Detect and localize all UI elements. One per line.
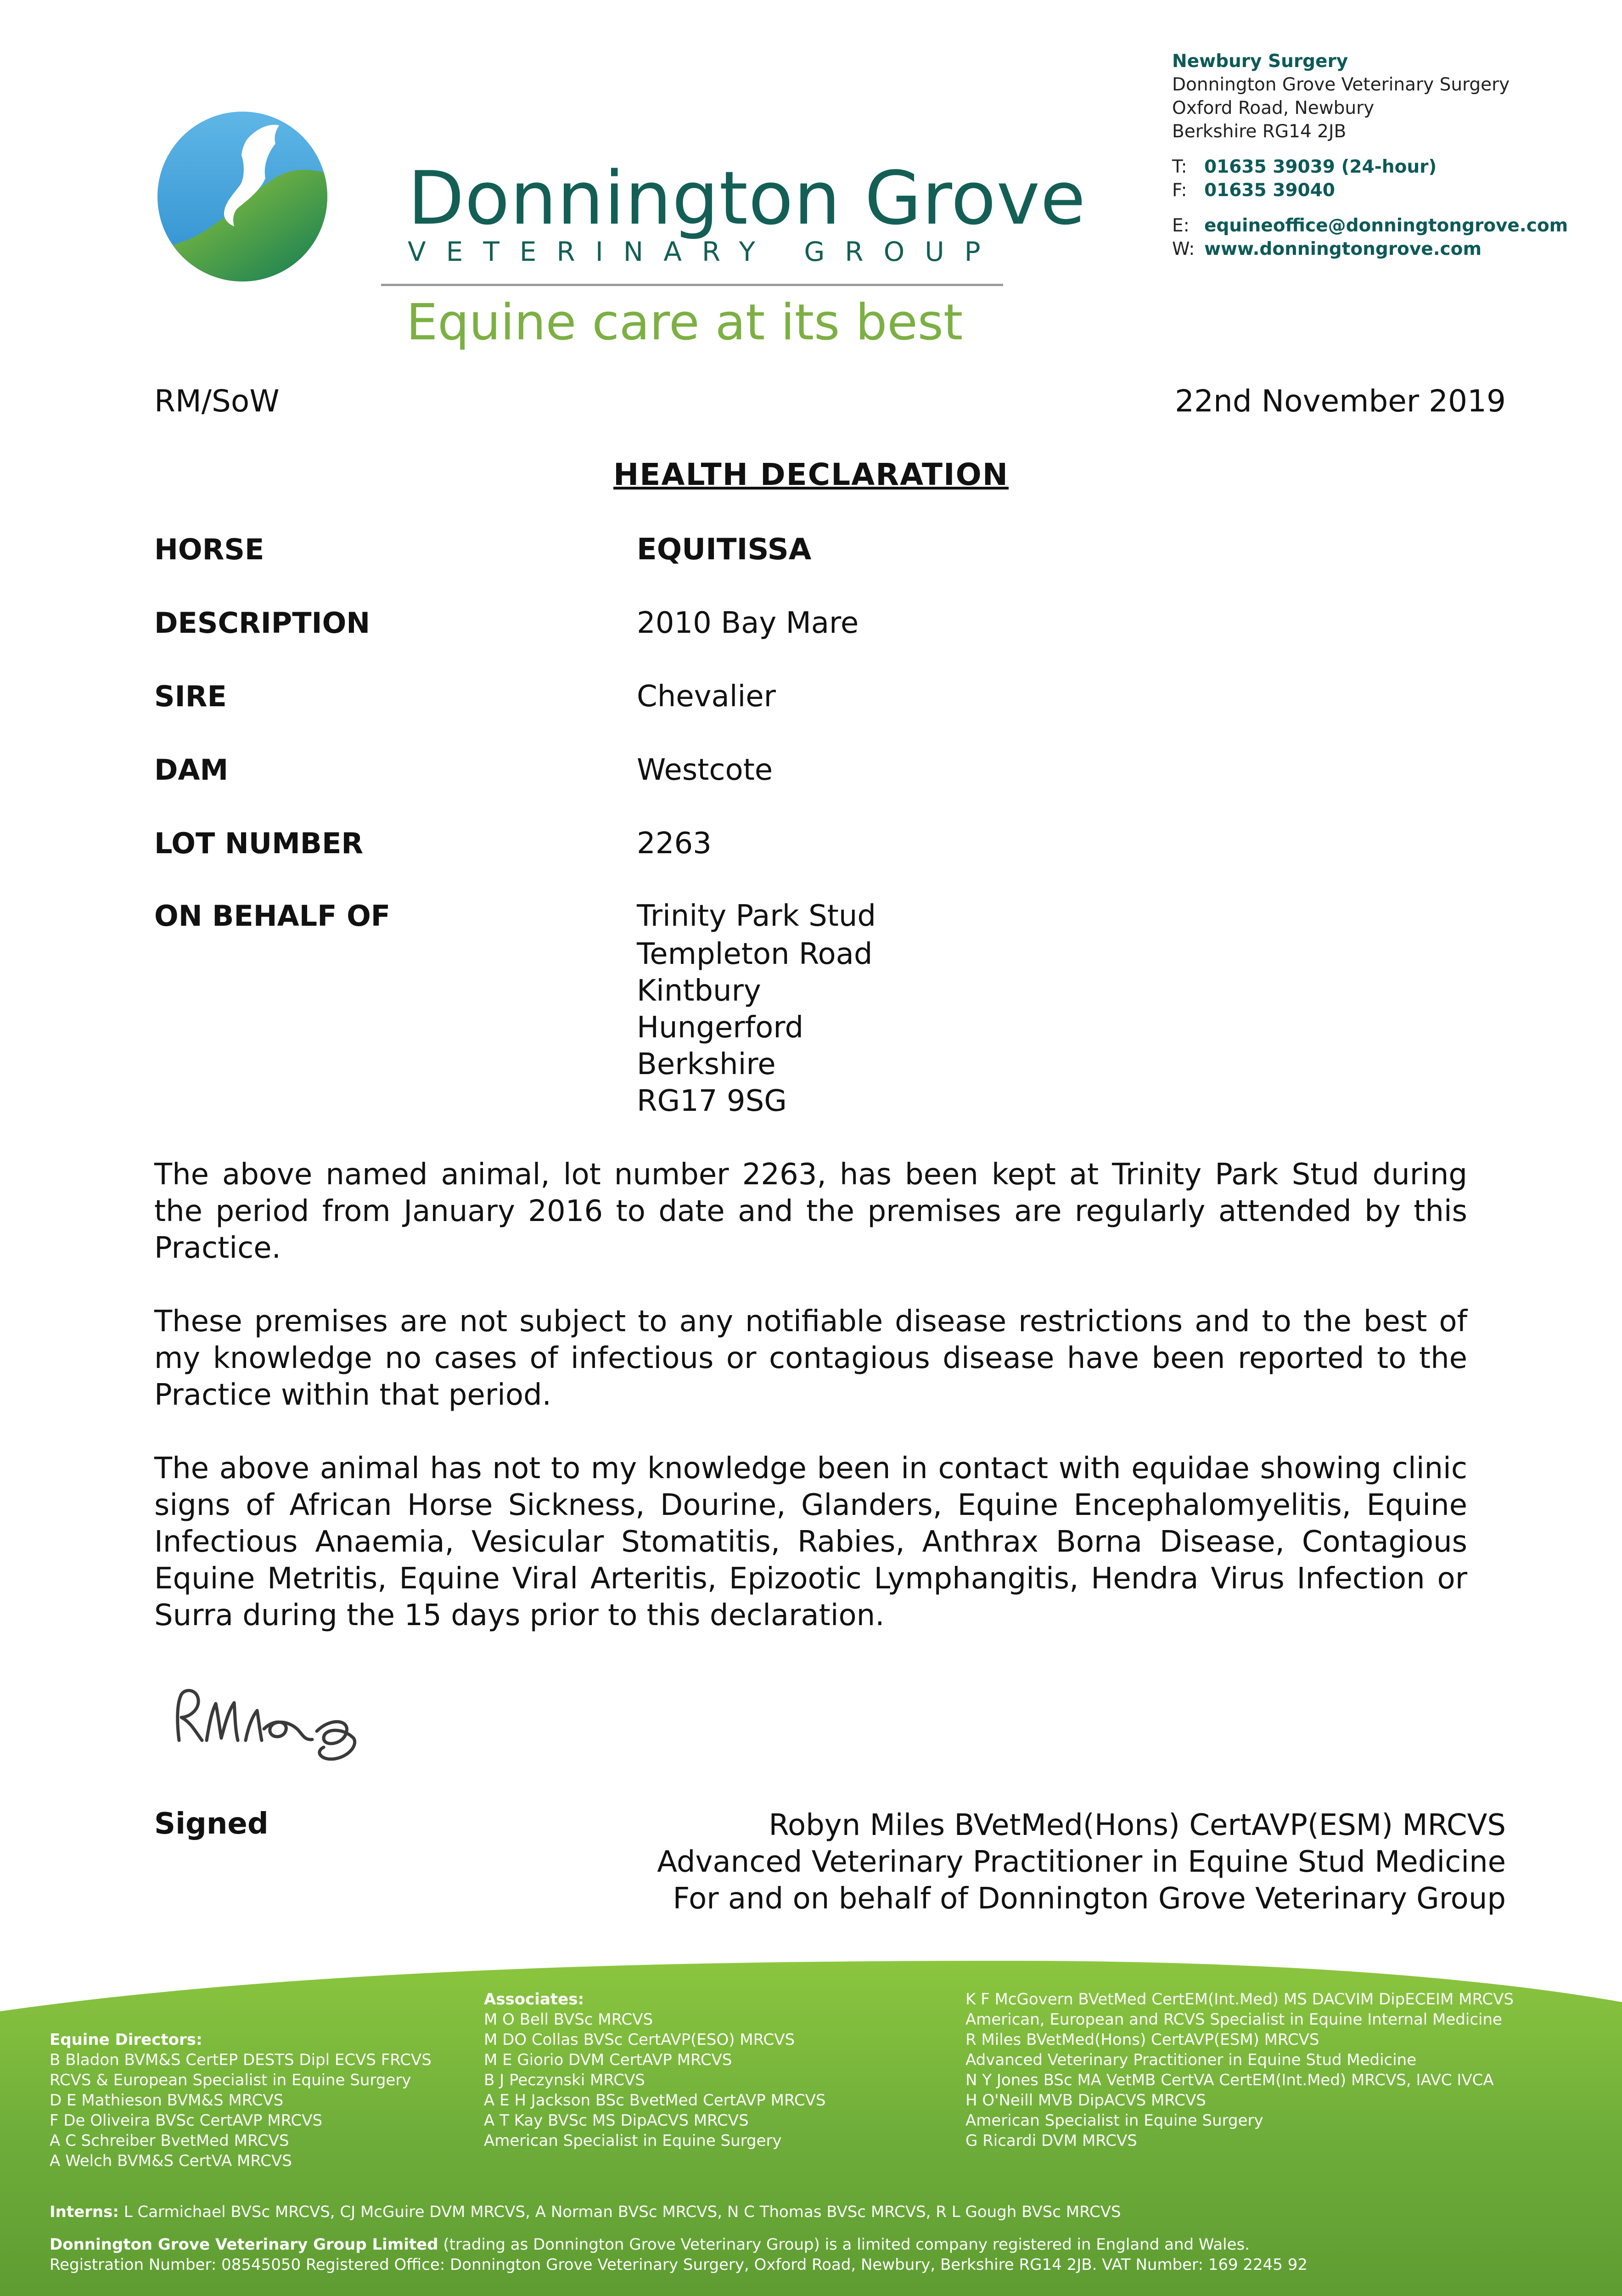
footer-directors — [50, 2030, 432, 2171]
address-line: Hungerford — [637, 1011, 804, 1045]
contact-block — [1172, 50, 1568, 261]
associate-entry: American Specialist in Equine Surgery — [965, 2111, 1263, 2130]
signer-name: Robyn Miles BVetMed(Hons) CertAVP(ESM) MRCVS — [769, 1808, 1506, 1842]
signed-label: Signed — [154, 1807, 269, 1841]
interns-heading: Interns: — [50, 2203, 119, 2221]
tel-number[interactable]: 01635 39039 (24-hour) — [1204, 157, 1437, 177]
company-name: Donnington Grove Veterinary Group Limited — [50, 2235, 438, 2254]
associate-entry: American, European and RCVS Specialist in Equine Internal Medicine — [965, 2010, 1502, 2029]
website-link[interactable]: www.donningtongrove.com — [1204, 239, 1482, 259]
address-line: Berkshire RG14 2JB — [1172, 121, 1347, 142]
address-line: RG17 9SG — [637, 1084, 787, 1118]
web-label: W: — [1172, 239, 1195, 259]
associate-entry: H O'Neill MVB DipACVS MRCVS — [965, 2091, 1206, 2110]
director-entry: F De Oliveira BVSc CertAVP MRCVS — [50, 2111, 323, 2130]
tel-label: T: — [1172, 157, 1187, 177]
associate-entry: M E Giorio DVM CertAVP MRCVS — [484, 2051, 732, 2069]
letter-reference: RM/SoW — [154, 383, 280, 419]
director-entry: D E Mathieson BVM&S MRCVS — [50, 2091, 284, 2110]
brand-divider — [381, 284, 1003, 286]
associate-entry: M DO Collas BVSc CertAVP(ESO) MRCVS — [484, 2031, 795, 2049]
director-entry: A C Schreiber BvetMed MRCVS — [50, 2132, 289, 2150]
associate-entry: Advanced Veterinary Practitioner in Equine Stud Medicine — [965, 2051, 1417, 2069]
associate-entry: A E H Jackson BSc BvetMed CertAVP MRCVS — [484, 2091, 826, 2110]
director-entry: RCVS & European Specialist in Equine Surgery — [50, 2071, 411, 2089]
address-line: Templeton Road — [637, 937, 873, 971]
associate-entry: American Specialist in Equine Surgery — [484, 2132, 782, 2150]
associate-entry: G Ricardi DVM MRCVS — [965, 2132, 1137, 2150]
document-title: HEALTH DECLARATION — [613, 457, 1009, 492]
associate-entry: N Y Jones BSc MA VetMB CertVA CertEM(Int.Med) MRCVS, IAVC IVCA — [965, 2071, 1494, 2089]
footer-company — [50, 2234, 1308, 2275]
associates-heading: Associates: — [484, 1990, 584, 2009]
field-label-description: DESCRIPTION — [154, 606, 370, 640]
footer-interns — [50, 2202, 1121, 2222]
declaration-paragraph: The above named animal, lot number 2263, has been kept at Trinity Park Stud during the period from January 2016 to date and the premises are regularly attended by this Practice. — [154, 1158, 1467, 1265]
address-line: Donnington Grove Veterinary Surgery — [1172, 74, 1510, 95]
footer-associates-2 — [965, 1989, 1514, 2151]
brand-subtitle: VETERINARY GROUP — [408, 236, 1001, 267]
field-label-lot-number: LOT NUMBER — [154, 827, 364, 860]
letter-date: 22nd November 2019 — [1175, 383, 1506, 419]
brand-name: Donnington Grove — [408, 155, 1086, 241]
associate-entry: R Miles BVetMed(Hons) CertAVP(ESM) MRCVS — [965, 2031, 1319, 2049]
signer-block — [657, 1807, 1506, 1917]
practice-logo-emblem — [155, 109, 330, 284]
director-entry: A Welch BVM&S CertVA MRCVS — [50, 2152, 292, 2170]
director-entry: B Bladon BVM&S CertEP DESTS Dipl ECVS FRCVS — [50, 2051, 432, 2069]
field-label-on-behalf-of: ON BEHALF OF — [154, 899, 391, 933]
field-value-horse: EQUITISSA — [637, 533, 812, 567]
declaration-paragraph: The above animal has not to my knowledge been in contact with equidae showing clinic signs of African Horse Sickness, Dourine, Glanders, Equine Encephalomyelitis, Equine Infectious Anaemia, Vesicular Stomatitis, Rabies, Anthrax Borna Disease, Contagious Equine Metritis, Equine Viral Arteritis, Epizootic Lymphangitis, Hendra Virus Infection or Surra during the 15 days prior to this declaration. — [154, 1452, 1467, 1632]
address-line: Oxford Road, Newbury — [1172, 98, 1375, 118]
brand-tagline: Equine care at its best — [406, 294, 963, 351]
address-line: Kintbury — [637, 974, 761, 1008]
field-value-description: 2010 Bay Mare — [637, 606, 859, 640]
field-value-on-behalf-of: Trinity Park Stud — [637, 899, 876, 933]
field-value-lot-number: 2263 — [637, 827, 712, 861]
email-label: E: — [1172, 215, 1190, 236]
handwritten-signature — [165, 1671, 376, 1763]
surgery-name: Newbury Surgery — [1172, 51, 1348, 72]
associate-entry: K F McGovern BVetMed CertEM(Int.Med) MS DACVIM DipECEIM MRCVS — [965, 1990, 1514, 2009]
signer-role: Advanced Veterinary Practitioner in Equine Stud Medicine — [657, 1845, 1506, 1879]
field-value-sire: Chevalier — [637, 680, 776, 714]
associate-entry: M O Bell BVSc MRCVS — [484, 2010, 653, 2029]
email-link[interactable]: equineoffice@donningtongrove.com — [1204, 215, 1568, 236]
signer-organisation: For and on behalf of Donnington Grove Veterinary Group — [673, 1882, 1506, 1916]
company-description: (trading as Donnington Grove Veterinary Group) is a limited company registered in England and Wales. — [443, 2235, 1250, 2254]
behalf-address — [637, 936, 872, 1120]
declaration-paragraph: These premises are not subject to any notifiable disease restrictions and to the best of my knowledge no cases of infectious or contagious disease have been reported to the Practice within that period. — [154, 1305, 1467, 1412]
field-label-dam: DAM — [154, 753, 229, 787]
fax-number: 01635 39040 — [1204, 180, 1335, 201]
field-label-sire: SIRE — [154, 680, 227, 713]
associate-entry: B J Peczynski MRCVS — [484, 2071, 645, 2089]
directors-heading: Equine Directors: — [50, 2031, 202, 2049]
company-registration: Registration Number: 08545050 Registered Office: Donnington Grove Veterinary Surgery, Oxford Road, Newbury, Berkshire RG14 2JB. VAT Number: 169 2245 92 — [50, 2256, 1308, 2274]
associate-entry: A T Kay BVSc MS DipACVS MRCVS — [484, 2111, 749, 2130]
field-label-horse: HORSE — [154, 533, 264, 566]
interns-list: L Carmichael BVSc MRCVS, CJ McGuire DVM MRCVS, A Norman BVSc MRCVS, N C Thomas BVSc MRCVS, R L Gough BVSc MRCVS — [123, 2203, 1121, 2221]
fax-label: F: — [1172, 180, 1187, 201]
field-value-dam: Westcote — [637, 753, 773, 787]
address-line: Berkshire — [637, 1047, 776, 1081]
footer-associates — [484, 1989, 825, 2151]
